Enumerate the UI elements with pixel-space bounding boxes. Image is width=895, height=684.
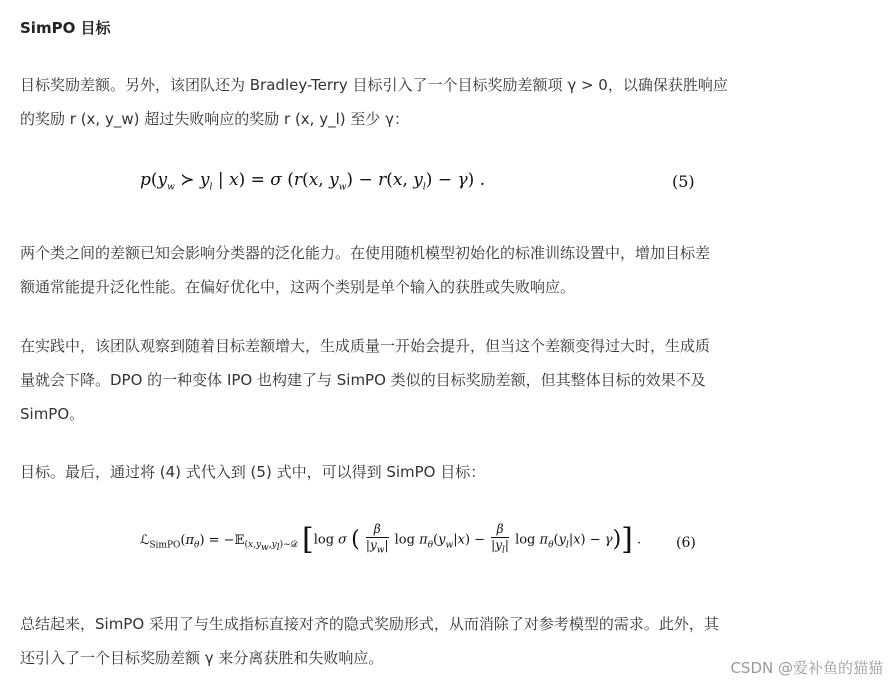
- paragraph-line: 的奖励 r (x, y_w) 超过失败响应的奖励 r (x, y_l) 至少 γ：: [20, 110, 410, 128]
- csdn-watermark: CSDN @爱补鱼的猫猫: [730, 659, 883, 677]
- equation-6: $ℒ_{SimPO}(\pi_\theta)$ = −𝔼$_{(x,y_w,y_l)\sim 𝒟}$ [log σ ( $\frac{\beta}{|y_w|}$ $\log \pi_\theta(y_w|x)$ − $\frac{\beta}{|y_l|}$ $\log \pi_\theta(y_l|x) - \gamma$)] .: [140, 522, 642, 558]
- equation-5: $p(y_w$ ≻ $y_l$ | x) = σ (r(x, $y_w) - r(x$, $y_l) - \gamma$) .: [140, 170, 486, 193]
- paragraph-summary: [20, 607, 820, 675]
- paragraph-line: 总结起来，SimPO 采用了与生成指标直接对齐的隐式奖励形式，从而消除了对参考模型的需求。此外，其: [20, 615, 719, 633]
- paragraph-line: SimPO。: [20, 405, 85, 423]
- paragraph-line: 在实践中，该团队观察到随着目标差额增大，生成质量一开始会提升，但当这个差额变得过大时，生成质: [20, 337, 711, 355]
- paragraph-line: 还引入了一个目标奖励差额 γ 来分离获胜和失败响应。: [20, 649, 384, 667]
- paragraph-line: 量就会下降。DPO 的一种变体 IPO 也构建了与 SimPO 类似的目标奖励差额，但其整体目标的效果不及: [20, 371, 706, 389]
- paragraph-line: 额通常能提升泛化性能。在偏好优化中，这两个类别是单个输入的获胜或失败响应。: [20, 278, 576, 296]
- section-heading: SimPO 目标: [20, 19, 111, 37]
- paragraph-margin-intro: [20, 68, 820, 136]
- paragraph-line: 目标。最后，通过将 (4) 式代入到 (5) 式中，可以得到 SimPO 目标：: [20, 463, 486, 481]
- paragraph-practice: [20, 329, 820, 431]
- paragraph-margin-generalization: [20, 236, 820, 304]
- equation-5-number: (5): [672, 172, 695, 191]
- paragraph-objective: [20, 455, 820, 489]
- paragraph-line: 目标奖励差额。另外，该团队还为 Bradley-Terry 目标引入了一个目标奖励差额项 γ > 0，以确保获胜响应: [20, 76, 728, 94]
- paragraph-line: 两个类之间的差额已知会影响分类器的泛化能力。在使用随机模型初始化的标准训练设置中，增加目标差: [20, 244, 711, 262]
- equation-6-number: (6): [676, 535, 696, 551]
